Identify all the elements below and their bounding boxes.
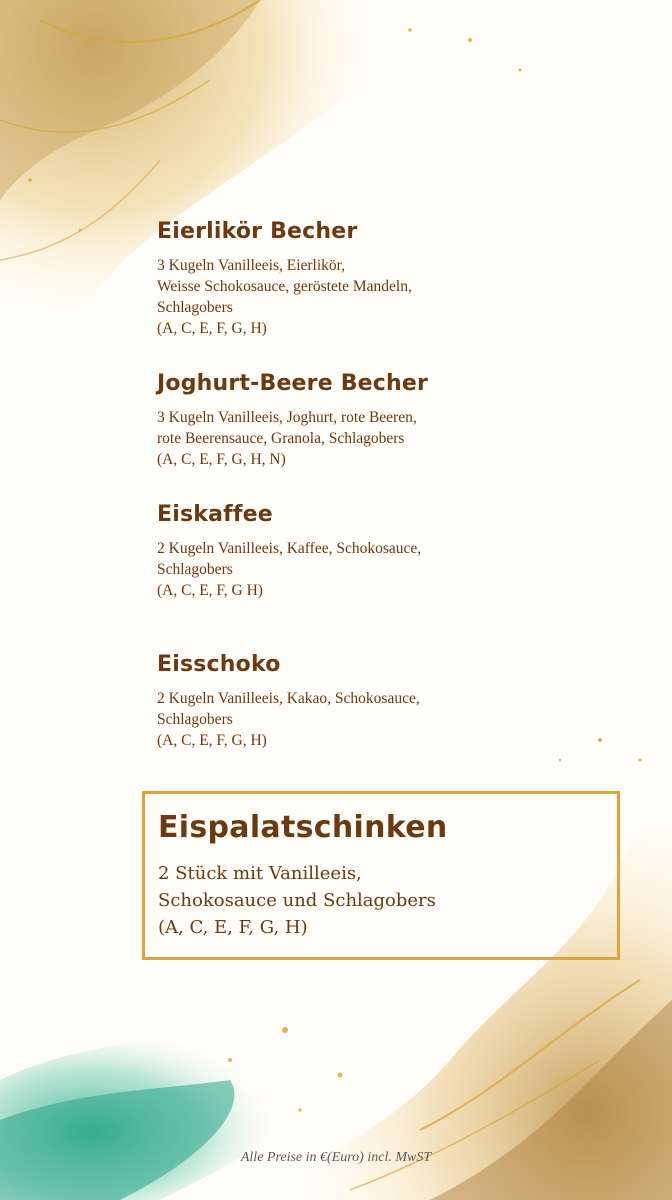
item-description-line: Schlagobers <box>157 299 233 317</box>
item-description-line: 2 Kugeln Vanilleeis, Kaffee, Schokosauce, <box>157 540 422 558</box>
featured-description <box>158 860 598 941</box>
featured-title: Eispalatschinken <box>158 810 448 845</box>
featured-item-eispalatschinken <box>142 791 620 960</box>
featured-description-line: Schokosauce und Schlagobers <box>158 890 436 911</box>
item-description-line: Schlagobers <box>157 711 233 729</box>
item-title: Eiskaffee <box>157 502 273 527</box>
price-note: Alle Preise in €(Euro) incl. MwST <box>240 1150 432 1165</box>
item-title: Eierlikör Becher <box>157 219 358 244</box>
item-description-line: rote Beerensauce, Granola, Schlagobers <box>157 430 405 448</box>
item-description-line: Weisse Schokosauce, geröstete Mandeln, <box>157 278 412 296</box>
menu-item-eisschoko <box>157 652 597 751</box>
item-description-line: Schlagobers <box>157 561 233 579</box>
item-title: Eisschoko <box>157 652 281 677</box>
item-allergens: (A, C, E, F, G H) <box>157 582 263 600</box>
item-allergens: (A, C, E, F, G, H) <box>157 732 267 750</box>
item-title: Joghurt-Beere Becher <box>157 371 429 396</box>
item-description-line: 3 Kugeln Vanilleeis, Joghurt, rote Beeren, <box>157 409 417 427</box>
featured-description-line: 2 Stück mit Vanilleeis, <box>158 863 362 884</box>
item-description-line: 2 Kugeln Vanilleeis, Kakao, Schokosauce, <box>157 690 420 708</box>
item-allergens: (A, C, E, F, G, H, N) <box>157 451 286 469</box>
item-allergens: (A, C, E, F, G, H) <box>157 320 267 338</box>
item-description-line: 3 Kugeln Vanilleeis, Eierlikör, <box>157 257 346 275</box>
menu-item-eierlikoer-becher <box>157 219 597 339</box>
featured-allergens: (A, C, E, F, G, H) <box>158 917 308 938</box>
menu-item-eiskaffee <box>157 502 597 601</box>
menu-item-joghurt-beere-becher <box>157 371 597 470</box>
